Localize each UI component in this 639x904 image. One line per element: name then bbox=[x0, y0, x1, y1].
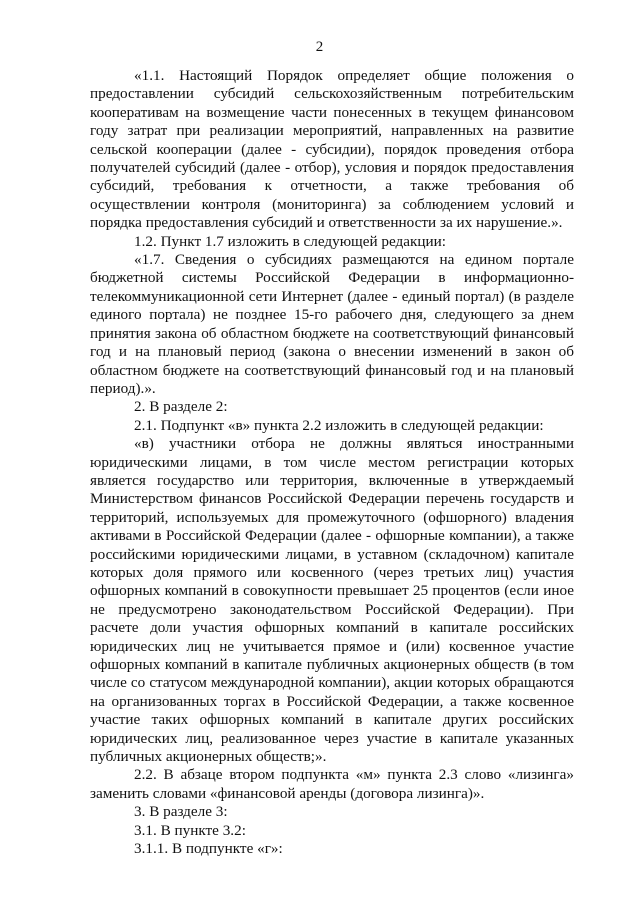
paragraph-section-2: 2. В разделе 2: bbox=[134, 398, 228, 416]
document-body bbox=[90, 67, 574, 858]
paragraph-3-1-1: 3.1.1. В подпункте «г»: bbox=[134, 840, 283, 858]
paragraph-3-1: 3.1. В пункте 3.2: bbox=[134, 821, 246, 839]
paragraph-2-1: 2.1. Подпункт «в» пункта 2.2 изложить в следующей редакции: bbox=[134, 416, 544, 434]
paragraph-2-2: 2.2. В абзаце втором подпункта «м» пункта 2.3 слово «лизинга» заменить словами «финансовой аренды (договора лизинга)». bbox=[90, 766, 574, 802]
paragraph-subitem-v: «в) участники отбора не должны являться иностранными юридическими лицами, в том числе местом регистрации которых является государство или территория, включенные в утверждаемый Министерством финансов Российской Федерации перечень государств и территорий, используемых для промежуточного (офшорного) владения активами в Российской Федерации (далее - офшорные компании), а также российскими юридическими лицами, в уставном (складочном) капитале которых доля прямого или косвенного (через третьих лиц) участия офшорных компаний в совокупности превышает 25 процентов (если иное не предусмотрено законодательством Российской Федерации). При расчете доли участия офшорных компаний в капитале российских юридических лиц не учитывается прямое и (или) косвенное участие офшорных компаний в капитале публичных акционерных обществ (в том числе со статусом международной компании), акции которых обращаются на организованных торгах в Российской Федерации, а также косвенное участие таких офшорных компаний в капитале других российских юридических лиц, реализованное через участие в капитале указанных публичных акционерных обществ;». bbox=[90, 435, 574, 766]
page-number: 2 bbox=[315, 39, 324, 55]
paragraph-1-7: «1.7. Сведения о субсидиях размещаются на едином портале бюджетной системы Российской Федерации в информационно-телекоммуникационной сети Интернет (далее - единый портал) (в разделе единого портала) не позднее 15-го рабочего дня, следующего за днем принятия закона об областном бюджете на соответствующий финансовый год и на плановый период (закона о внесении изменений в закон об областном бюджете на соответствующий финансовый год и на плановый период).». bbox=[90, 251, 574, 397]
paragraph-1-1: «1.1. Настоящий Порядок определяет общие положения о предоставлении субсидий сельскохозяйственным потребительским кооперативам на возмещение части понесенных в текущем финансовом году затрат при реализации мероприятий, направленных на развитие сельской кооперации (далее - субсидии), порядок проведения отбора получателей субсидий (далее - отбор), условия и порядок предоставления субсидий, требования к отчетности, а также требования об осуществлении контроля (мониторинга) за соблюдением условий и порядка предоставления субсидий и ответственности за их нарушение.». bbox=[90, 67, 574, 232]
paragraph-1-2: 1.2. Пункт 1.7 изложить в следующей редакции: bbox=[134, 232, 447, 250]
paragraph-section-3: 3. В разделе 3: bbox=[134, 803, 228, 821]
